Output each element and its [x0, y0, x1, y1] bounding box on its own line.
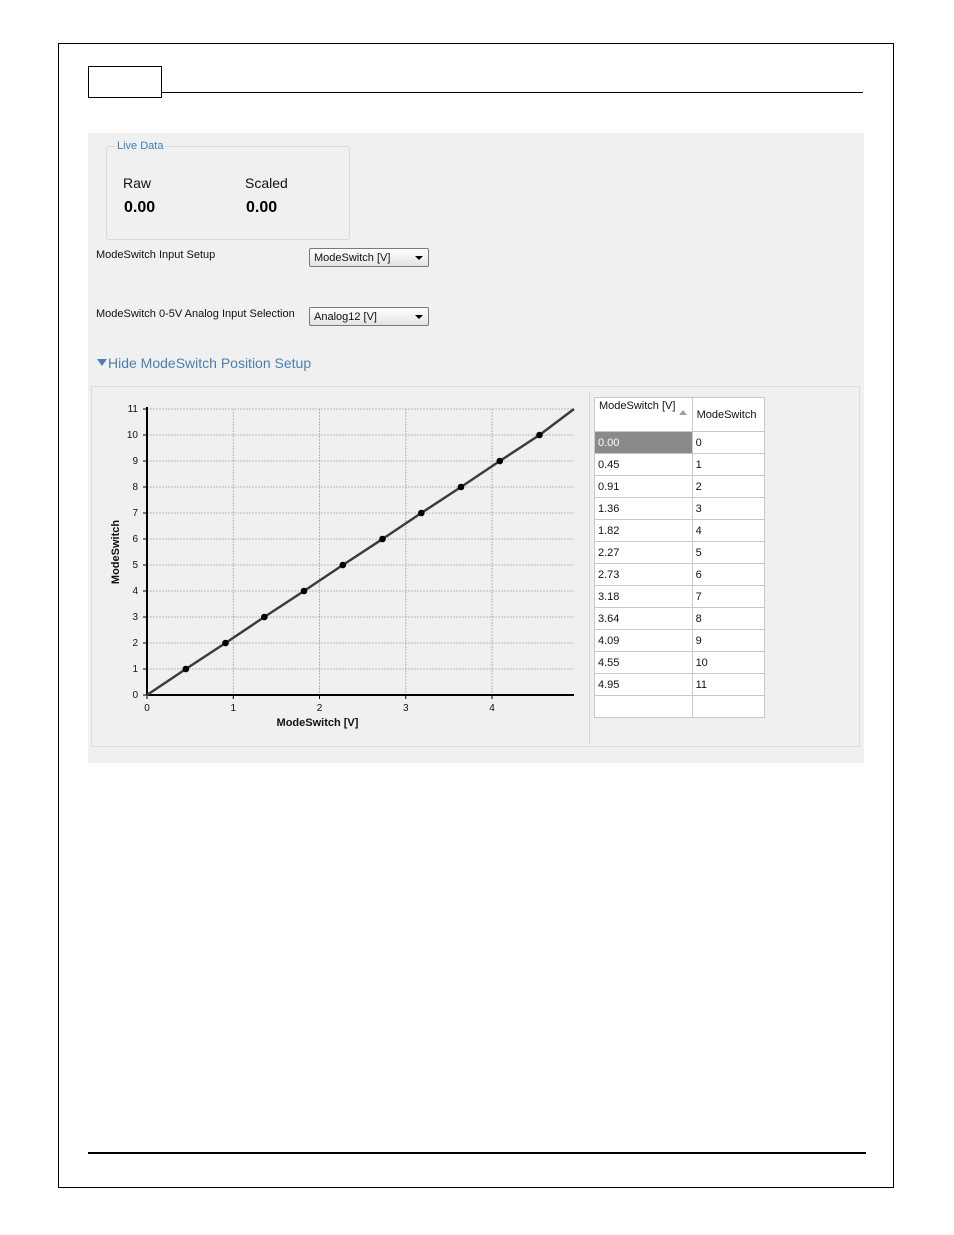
series-line [147, 409, 574, 695]
analog-selection-dropdown[interactable] [309, 307, 429, 326]
table-row[interactable] [595, 586, 765, 608]
y-tick-label: 0 [132, 690, 138, 701]
modeswitch-cell[interactable]: 11 [692, 674, 764, 696]
x-tick-label: 0 [144, 703, 150, 714]
x-tick-label: 1 [230, 703, 237, 714]
y-tick-label: 6 [132, 534, 138, 545]
voltage-cell[interactable]: 0.45 [595, 454, 693, 476]
voltage-cell[interactable]: 2.27 [595, 542, 693, 564]
y-tick-label: 7 [132, 508, 138, 519]
live-data-legend: Live Data [117, 140, 164, 152]
data-point [222, 640, 229, 647]
input-setup-dropdown[interactable] [309, 248, 429, 267]
modeswitch-cell[interactable]: 7 [692, 586, 764, 608]
table-row[interactable] [595, 520, 765, 542]
x-tick-label: 2 [316, 703, 323, 714]
data-point [340, 562, 347, 569]
splitter[interactable] [589, 392, 590, 744]
modeswitch-cell[interactable]: 8 [692, 608, 764, 630]
modeswitch-cell[interactable]: 2 [692, 476, 764, 498]
modeswitch-cell[interactable]: 1 [692, 454, 764, 476]
modeswitch-cell[interactable]: 9 [692, 630, 764, 652]
position-table [594, 397, 765, 718]
triangle-down-icon [97, 359, 107, 366]
data-point [301, 588, 308, 595]
header-rule [162, 92, 863, 93]
voltage-cell[interactable]: 3.64 [595, 608, 693, 630]
y-tick-label: 4 [132, 586, 138, 597]
data-point [536, 432, 543, 439]
table-row[interactable] [595, 542, 765, 564]
table-row[interactable] [595, 674, 765, 696]
y-tick-label: 9 [132, 456, 138, 467]
table-row[interactable] [595, 498, 765, 520]
hide-position-setup-label: Hide ModeSwitch Position Setup [108, 355, 312, 371]
modeswitch-cell[interactable]: 0 [692, 432, 764, 454]
dropdown-arrow-icon [415, 256, 423, 260]
table-row[interactable] [595, 476, 765, 498]
live-data-group [106, 140, 350, 240]
voltage-cell[interactable]: 4.95 [595, 674, 693, 696]
y-axis-label: ModeSwitch [110, 519, 122, 585]
table-body [595, 432, 765, 718]
table-row[interactable] [595, 432, 765, 454]
table-row[interactable] [595, 608, 765, 630]
column-header-modeswitch-label: ModeSwitch [696, 408, 757, 421]
x-axis-label: ModeSwitch [V] [276, 717, 359, 729]
raw-label: Raw [123, 175, 152, 191]
column-header-voltage[interactable] [595, 398, 693, 432]
column-header-modeswitch[interactable] [692, 398, 764, 432]
scaled-value: 0.00 [246, 199, 278, 216]
data-point [379, 536, 386, 543]
voltage-cell[interactable]: 1.82 [595, 520, 693, 542]
input-setup-label: ModeSwitch Input Setup [96, 249, 216, 261]
voltage-cell[interactable]: 4.55 [595, 652, 693, 674]
data-point [458, 484, 465, 491]
table-row[interactable] [595, 564, 765, 586]
voltage-cell[interactable]: 0.00 [595, 432, 693, 454]
modeswitch-cell[interactable]: 5 [692, 542, 764, 564]
raw-value: 0.00 [124, 199, 156, 216]
header-box [88, 66, 162, 98]
position-setup-panel [91, 386, 860, 747]
modeswitch-cell[interactable]: 10 [692, 652, 764, 674]
hide-position-setup-toggle[interactable] [97, 355, 311, 371]
data-point [261, 614, 268, 621]
table-row[interactable] [595, 454, 765, 476]
scaled-label: Scaled [245, 175, 288, 191]
voltage-cell[interactable]: 3.18 [595, 586, 693, 608]
table-row[interactable] [595, 630, 765, 652]
x-tick-label: 3 [403, 703, 409, 714]
y-tick-label: 2 [132, 638, 138, 649]
dropdown-arrow-icon [415, 315, 423, 319]
analog-selection-value: Analog12 [V] [314, 311, 377, 323]
footer-rule [88, 1152, 866, 1154]
y-tick-label: 11 [127, 404, 138, 415]
y-tick-label: 10 [126, 430, 138, 441]
y-tick-label: 3 [132, 612, 138, 623]
voltage-cell[interactable]: 2.73 [595, 564, 693, 586]
column-header-voltage-label: ModeSwitch [V] [599, 400, 676, 412]
empty-cell[interactable] [595, 696, 693, 718]
modeswitch-cell[interactable]: 6 [692, 564, 764, 586]
modeswitch-cell[interactable]: 3 [692, 498, 764, 520]
empty-cell[interactable] [692, 696, 764, 718]
modeswitch-cell[interactable]: 4 [692, 520, 764, 542]
input-setup-value: ModeSwitch [V] [314, 252, 391, 264]
table-new-row[interactable] [595, 696, 765, 718]
voltage-cell[interactable]: 4.09 [595, 630, 693, 652]
voltage-cell[interactable]: 0.91 [595, 476, 693, 498]
data-point [418, 510, 425, 517]
voltage-cell[interactable]: 1.36 [595, 498, 693, 520]
data-point [183, 666, 190, 673]
data-point [497, 458, 504, 465]
analog-selection-label: ModeSwitch 0-5V Analog Input Selection [96, 308, 295, 320]
y-tick-label: 1 [132, 664, 138, 675]
y-tick-label: 8 [132, 482, 138, 493]
sort-ascending-icon [679, 410, 687, 415]
modeswitch-chart [92, 387, 589, 746]
y-tick-label: 5 [132, 560, 138, 571]
table-row[interactable] [595, 652, 765, 674]
table-header-row [595, 398, 765, 432]
modeswitch-panel [88, 133, 864, 763]
x-tick-label: 4 [489, 703, 495, 714]
